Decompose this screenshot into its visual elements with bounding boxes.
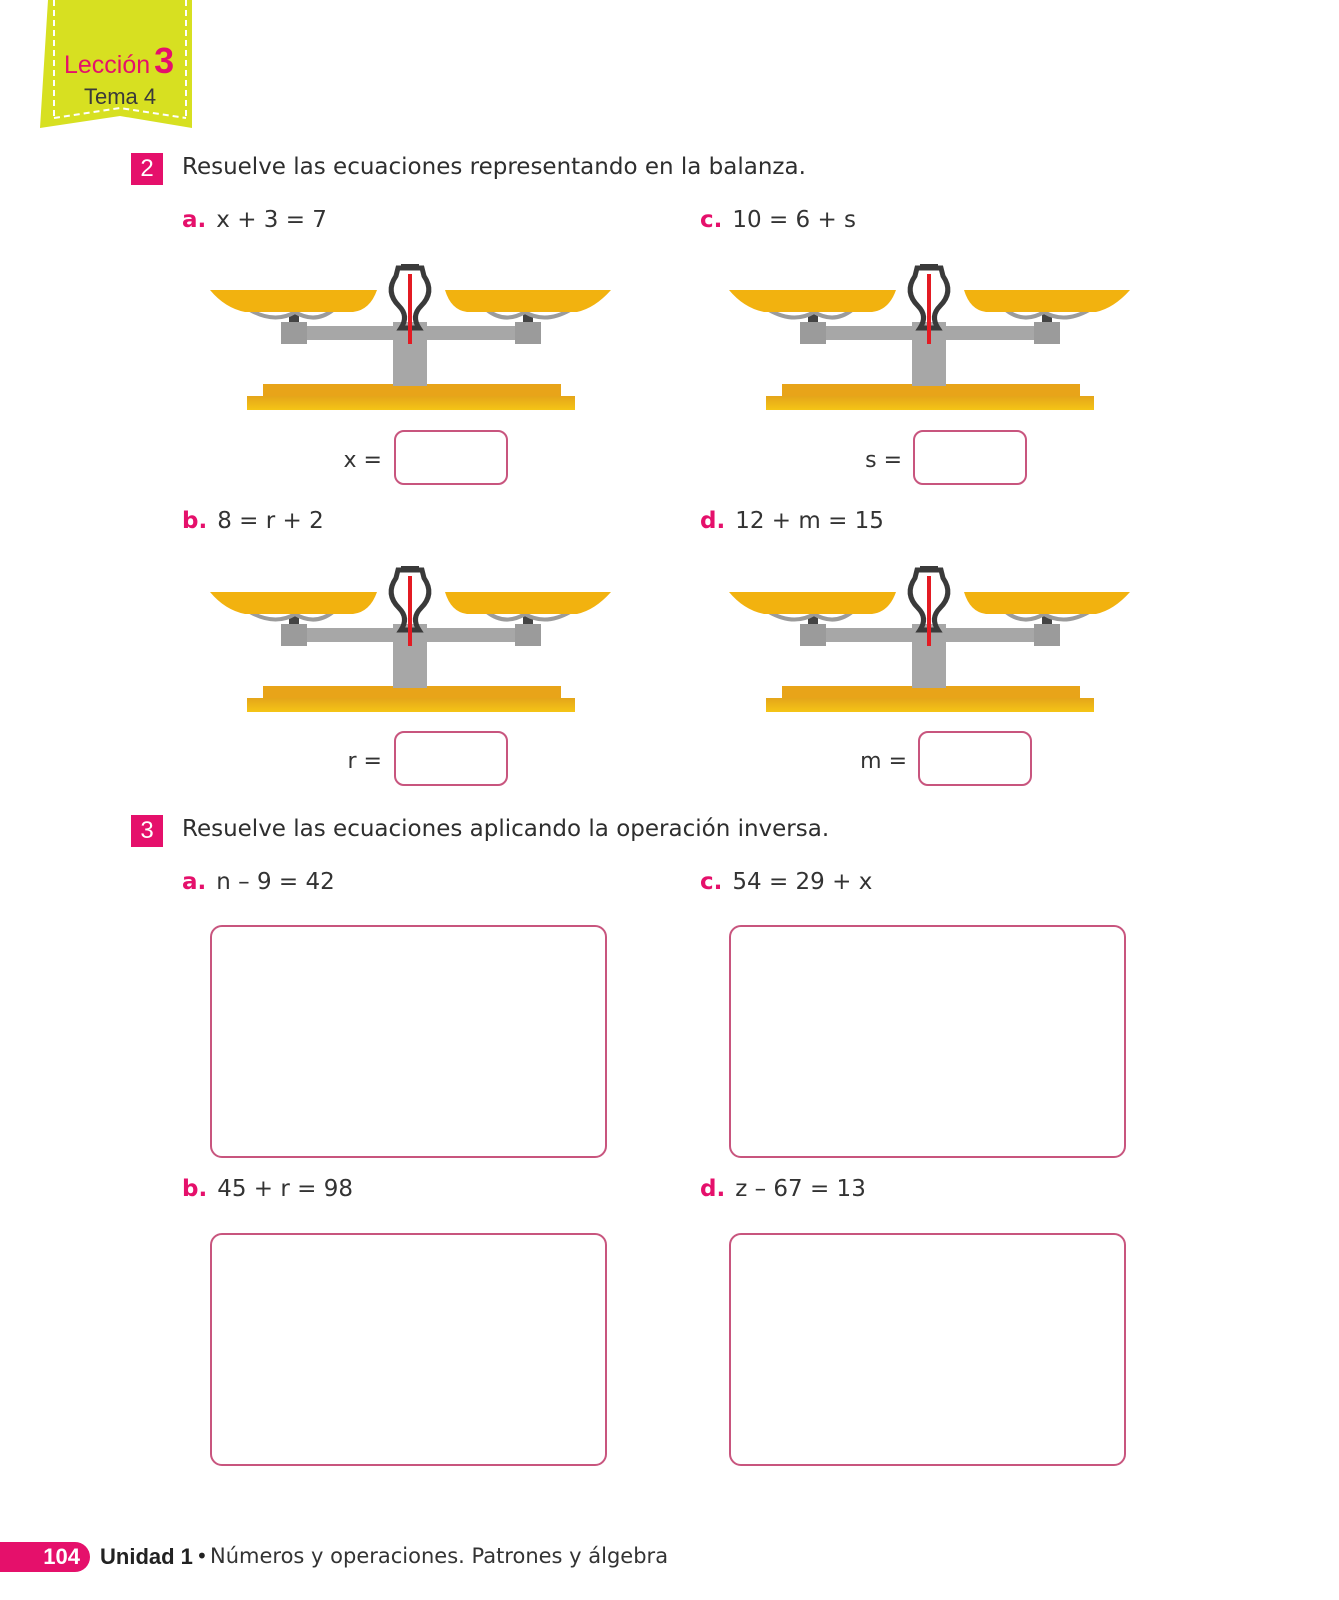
equation-text: 45 + r = 98 <box>217 1176 353 1202</box>
equation-text: 8 = r + 2 <box>217 508 324 534</box>
item-letter: c. <box>700 207 723 233</box>
unit-label: Unidad 1 <box>100 1544 193 1569</box>
balance-scale-b <box>205 560 625 730</box>
answer-box-m[interactable] <box>918 731 1032 786</box>
lesson-label: Lección <box>64 51 151 79</box>
balance-scale-d <box>724 560 1144 730</box>
item-letter: a. <box>182 869 207 895</box>
work-box-3c[interactable] <box>729 925 1126 1158</box>
task-number-2: 2 <box>131 153 163 185</box>
page-footer <box>0 1542 700 1574</box>
item-letter: c. <box>700 869 723 895</box>
equation-text: 54 = 29 + x <box>732 869 873 895</box>
work-box-3a[interactable] <box>210 925 607 1158</box>
answer-label-r: r = <box>347 749 382 774</box>
item-letter: a. <box>182 207 207 233</box>
work-box-3d[interactable] <box>729 1233 1126 1466</box>
task-number-3: 3 <box>131 815 163 847</box>
balance-scale-c <box>724 258 1144 428</box>
answer-label-x: x = <box>343 448 382 473</box>
equation-text: z – 67 = 13 <box>735 1176 866 1202</box>
task-2-instruction: Resuelve las ecuaciones representando en la balanza. <box>182 154 806 180</box>
item-letter: b. <box>182 1176 208 1202</box>
balance-scale-icon <box>205 560 625 730</box>
equation-text: x + 3 = 7 <box>216 207 327 233</box>
lesson-tab <box>0 0 200 140</box>
equation-3a <box>182 869 335 895</box>
equation-text: 12 + m = 15 <box>735 508 884 534</box>
equation-3b <box>182 1176 353 1202</box>
footer-separator: • <box>196 1544 208 1568</box>
equation-text: 10 = 6 + s <box>732 207 857 233</box>
answer-box-r[interactable] <box>394 731 508 786</box>
equation-2c <box>700 207 856 233</box>
equation-2b <box>182 508 324 534</box>
topic-label: Tema 4 <box>84 84 157 109</box>
lesson-title <box>64 40 174 82</box>
page-number: 104 <box>0 1542 90 1572</box>
work-box-3b[interactable] <box>210 1233 607 1466</box>
equation-3d <box>700 1176 866 1202</box>
balance-scale-a <box>205 258 625 428</box>
item-letter: d. <box>700 508 726 534</box>
item-letter: d. <box>700 1176 726 1202</box>
lesson-number: 3 <box>154 40 175 81</box>
unit-subtitle: Números y operaciones. Patrones y álgebra <box>210 1544 669 1568</box>
equation-2d <box>700 508 884 534</box>
item-letter: b. <box>182 508 208 534</box>
balance-scale-icon <box>205 258 625 428</box>
equation-2a <box>182 207 327 233</box>
equation-text: n – 9 = 42 <box>216 869 335 895</box>
task-3-instruction: Resuelve las ecuaciones aplicando la operación inversa. <box>182 816 830 842</box>
answer-label-m: m = <box>860 749 907 774</box>
answer-box-s[interactable] <box>913 430 1027 485</box>
equation-3c <box>700 869 872 895</box>
balance-scale-icon <box>724 560 1144 730</box>
balance-scale-icon <box>724 258 1144 428</box>
answer-label-s: s = <box>865 448 902 473</box>
answer-box-x[interactable] <box>394 430 508 485</box>
